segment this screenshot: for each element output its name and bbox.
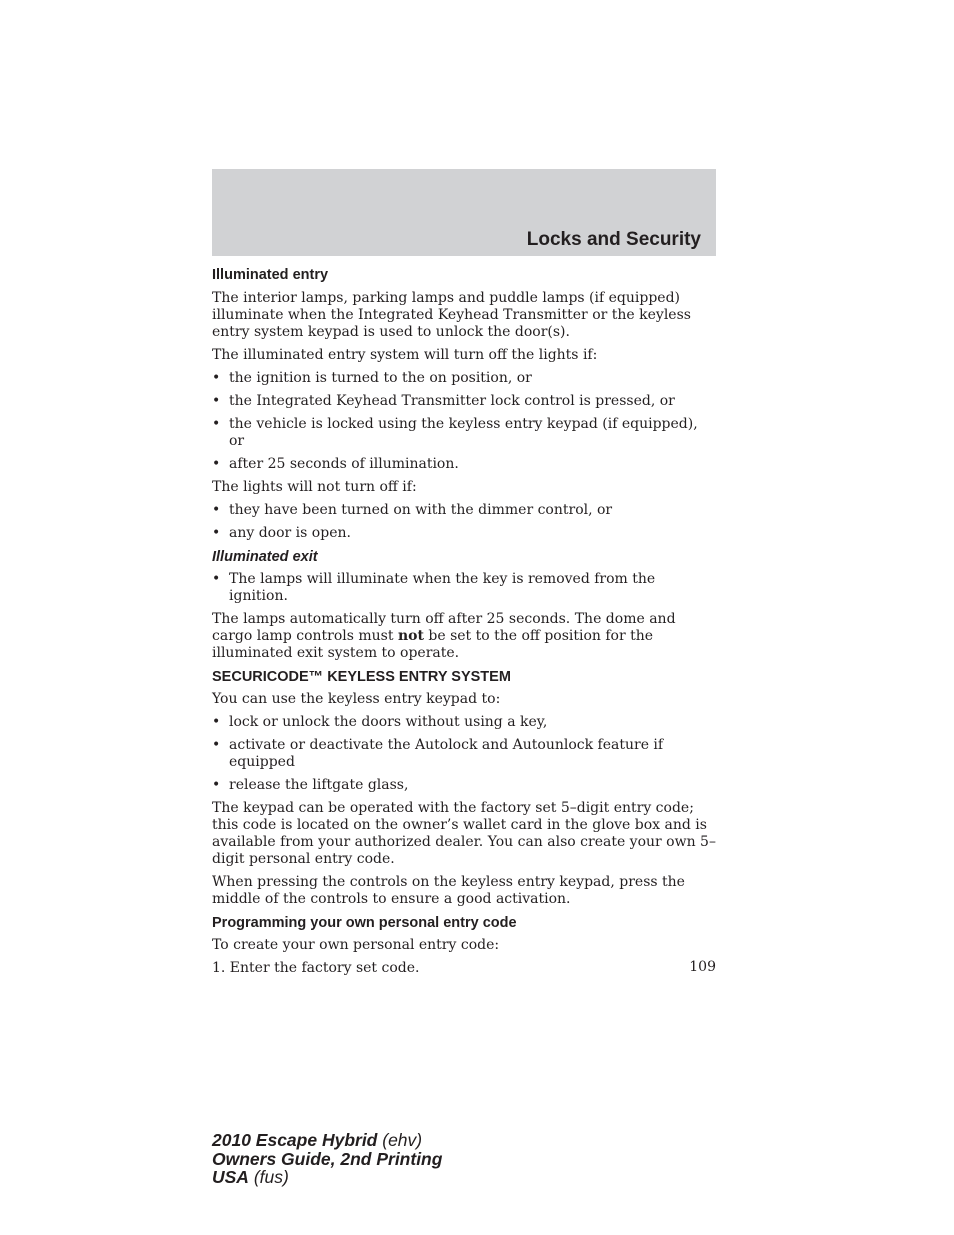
list-item: • the Integrated Keyhead Transmitter lock control is pressed, or <box>212 393 675 409</box>
programming-step-1: 1. Enter the factory set code. <box>212 960 420 976</box>
bullet-icon: • <box>212 370 221 386</box>
list-item: • the vehicle is locked using the keyless entry keypad (if equipped), or <box>212 416 698 449</box>
bullet-icon: • <box>212 777 221 793</box>
heading-illuminated-entry: Illuminated entry <box>212 267 329 283</box>
list-item: • lock or unlock the doors without using a key, <box>212 714 548 730</box>
bullet-icon: • <box>212 571 221 587</box>
bullet-icon: • <box>212 416 221 432</box>
programming-lead: To create your own personal entry code: <box>212 937 500 953</box>
section-header-band <box>212 169 716 256</box>
securicode-lead: You can use the keyless entry keypad to: <box>212 691 501 707</box>
list-item: • release the liftgate glass, <box>212 777 409 793</box>
bullet-icon: • <box>212 456 221 472</box>
bullet-icon: • <box>212 525 221 541</box>
emphasis-not: not <box>397 628 424 644</box>
securicode-paragraph-1: The keypad can be operated with the factory set 5–digit entry code; this code is located on the owner’s wallet card in the glove box and is available from your authorized dealer. You can also create your own 5–digit personal entry code. <box>212 800 716 867</box>
page-number: 109 <box>689 959 716 975</box>
list-item: • The lamps will illuminate when the key is removed from the ignition. <box>212 571 656 604</box>
section-title: Locks and Security <box>526 229 701 250</box>
illuminated-exit-paragraph: The lamps automatically turn off after 25 seconds. The dome and cargo lamp controls must not be set to the off position for the illuminated exit system to operate. <box>212 611 676 661</box>
heading-illuminated-exit: Illuminated exit <box>212 549 318 565</box>
securicode-paragraph-2: When pressing the controls on the keyless entry keypad, press the middle of the controls to ensure a good activation. <box>212 874 685 907</box>
heading-programming: Programming your own personal entry code <box>212 915 517 931</box>
list-item: • after 25 seconds of illumination. <box>212 456 459 472</box>
list-item: • activate or deactivate the Autolock and Autounlock feature if equipped <box>212 737 664 770</box>
illuminated-entry-intro: The interior lamps, parking lamps and puddle lamps (if equipped) illuminate when the Integrated Keyhead Transmitter or the keyless entry system keypad is used to unlock the door(s). <box>212 290 691 340</box>
list-item: • the ignition is turned to the on position, or <box>212 370 532 386</box>
footer-line-2: Owners Guide, 2nd Printing <box>212 1148 443 1169</box>
list-item: • they have been turned on with the dimmer control, or <box>212 502 613 518</box>
footer-line-3: USA (fus) <box>212 1167 289 1187</box>
page-content <box>212 266 716 977</box>
document-footer <box>212 1131 442 1187</box>
list-item: • any door is open. <box>212 525 351 541</box>
heading-securicode: SECURICODE™ KEYLESS ENTRY SYSTEM <box>212 669 511 685</box>
turn-off-lead: The illuminated entry system will turn off the lights if: <box>212 347 598 363</box>
not-off-lead: The lights will not turn off if: <box>212 479 417 495</box>
footer-line-1: 2010 Escape Hybrid (ehv) <box>212 1130 423 1150</box>
bullet-icon: • <box>212 714 221 730</box>
bullet-icon: • <box>212 737 221 753</box>
bullet-icon: • <box>212 502 221 518</box>
bullet-icon: • <box>212 393 221 409</box>
